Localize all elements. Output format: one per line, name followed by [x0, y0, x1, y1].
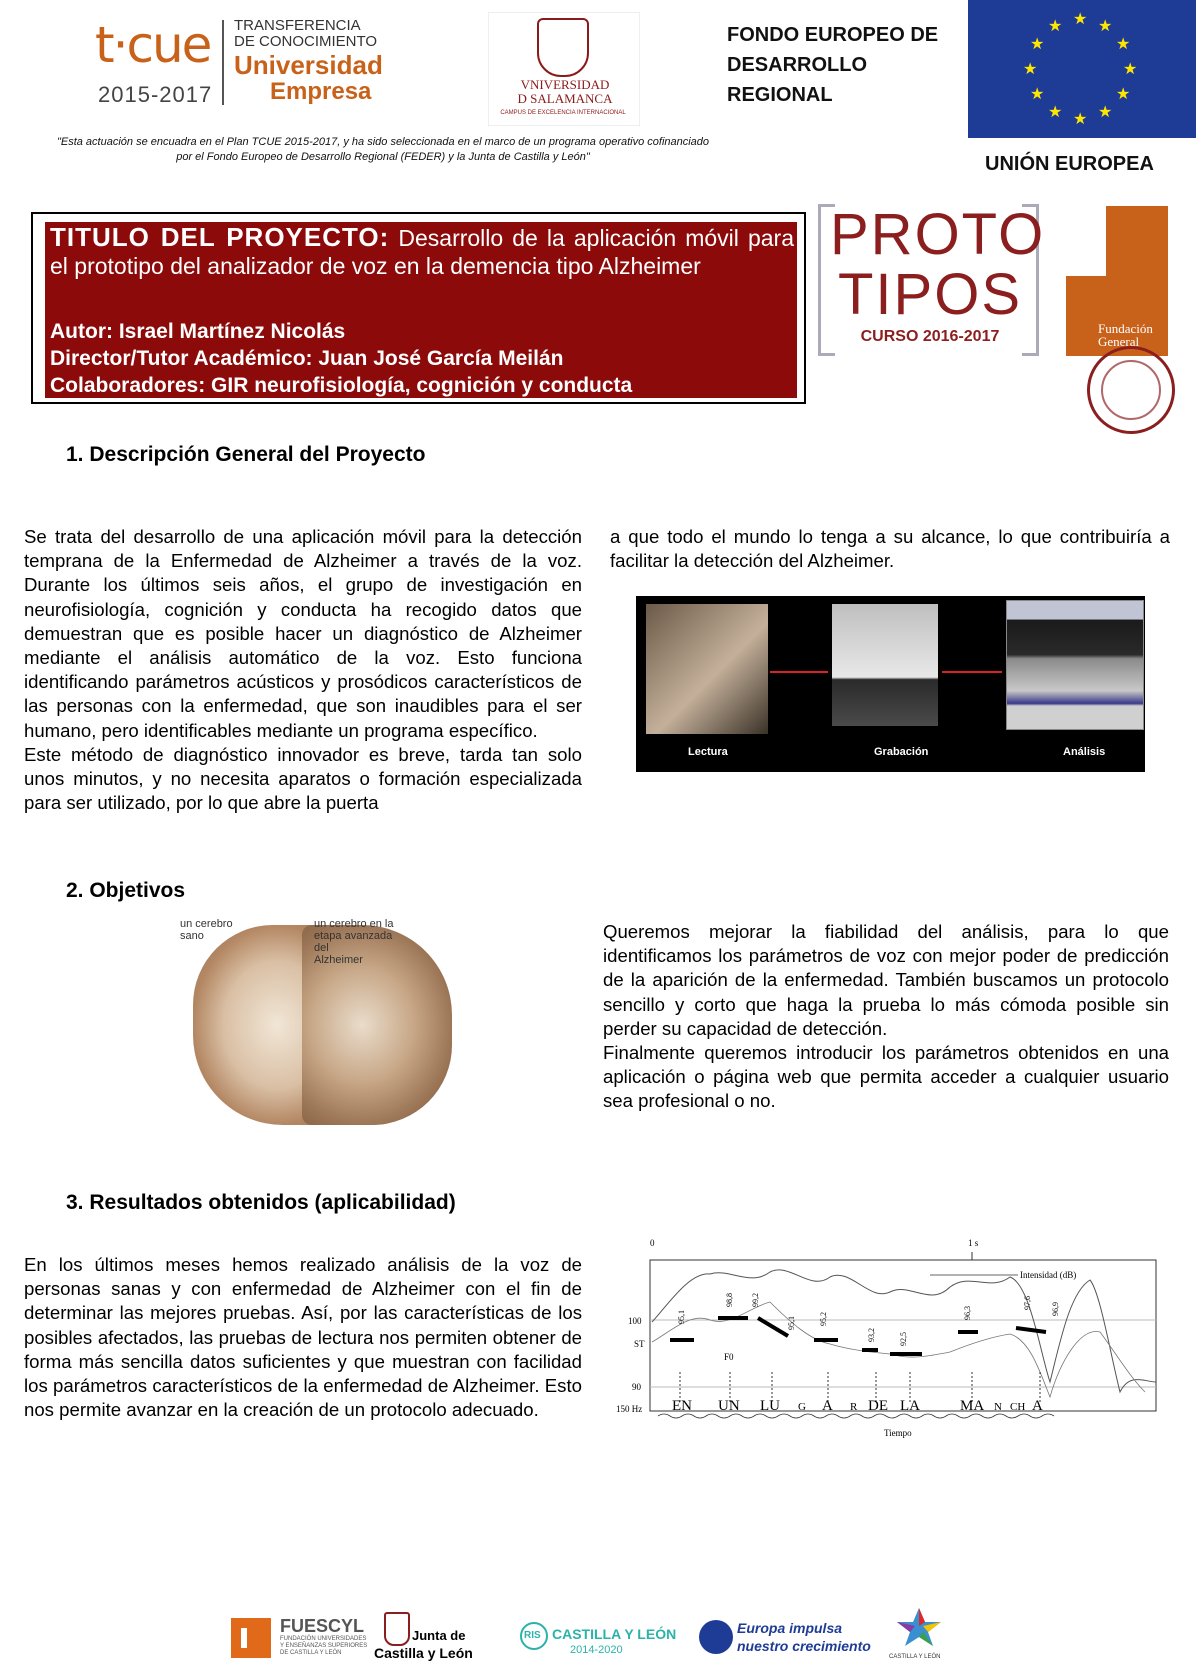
- value-label: 99,2: [751, 1293, 760, 1307]
- ris-region: CASTILLA Y LEÓN: [552, 1626, 677, 1642]
- value-label: 96,9: [1051, 1302, 1060, 1316]
- junta-line1: Junta de: [412, 1628, 466, 1643]
- usal-crest-icon: [537, 18, 589, 77]
- stylized-segments: [670, 1318, 1046, 1354]
- section1-title: 1. Descripción General del Proyecto: [66, 443, 426, 466]
- project-title-label: TITULO DEL PROYECTO:: [50, 222, 390, 252]
- value-label: 96,3: [963, 1306, 972, 1320]
- value-label: 98,8: [725, 1293, 734, 1307]
- syllable: R: [850, 1401, 858, 1413]
- syllable: LU: [760, 1398, 780, 1414]
- proto-line2: TIPOS: [837, 262, 1023, 327]
- label-grabacion: Grabación: [874, 746, 929, 758]
- syllable: G: [798, 1401, 806, 1413]
- value-label: 95,1: [787, 1316, 796, 1330]
- project-author: Autor: Israel Martínez Nicolás: [50, 320, 346, 343]
- section1-left-column: [24, 525, 582, 815]
- label-lectura: Lectura: [688, 746, 728, 758]
- section3-paragraph: En los últimos meses hemos realizado análisis de la voz de personas sanas y con enfermedad de Alzheimer con el fin de determinar las mejores pruebas. Así, por las características de los posibles afectados, las pruebas de lectura nos permiten obtener de forma más sencilla datos suficientes y que muestran con facilidad los parámetros característicos de la enfermedad de Alzheimer. Esto nos permite avanzar en la creación de un protocolo adecuado.: [24, 1254, 582, 1421]
- syllable: N: [994, 1401, 1002, 1413]
- y-100: 100: [628, 1316, 642, 1326]
- syllable: DE: [868, 1398, 888, 1414]
- f0-label: F0: [724, 1352, 734, 1362]
- value-label: 95,1: [677, 1310, 686, 1324]
- usal-name: VNIVERSIDAD D SALAMANCA: [517, 77, 613, 106]
- healthy-brain-caption: un cerebro sano: [180, 918, 233, 942]
- value-label: 93,2: [867, 1328, 876, 1342]
- proto-line1: PROTO: [830, 202, 1046, 267]
- feder-line3: REGIONAL: [727, 84, 833, 106]
- label-analisis: Análisis: [1063, 746, 1106, 758]
- value-label: 92,5: [899, 1332, 908, 1346]
- funding-quote: "Esta actuación se encuadra en el Plan TCUE 2015-2017, y ha sido seleccionada en el marco de un programa operativo cofinanciado por el Fondo Europeo de Desarrollo Regional (FEDER) y la Junta de Castilla y León": [56, 136, 710, 163]
- section3-title: 3. Resultados obtenidos (aplicabilidad): [66, 1191, 456, 1214]
- syllable: MA: [960, 1398, 985, 1414]
- value-label: 97,6: [1023, 1296, 1032, 1310]
- fundacion-general-text: Fundación General: [1098, 321, 1153, 349]
- project-collaborators: Colaboradores: GIR neurofisiología, cognición y conducta: [50, 374, 633, 397]
- project-title-text: Desarrollo de la aplicación móvil para el prototipo del analizador de voz en la demencia tipo Alzheimer: [50, 225, 794, 279]
- fuescyl-name: FUESCYL: [280, 1616, 365, 1636]
- y-150hz: 150 Hz: [616, 1404, 643, 1414]
- tcue-empresa: Empresa: [270, 78, 372, 105]
- y-90: 90: [632, 1382, 641, 1392]
- section2-paragraph2: Finalmente queremos introducir los parámetros obtenidos en una aplicación o página web que permita acceder a cualquier usuario sea profesional o no.: [603, 1042, 1169, 1112]
- intensity-label: Intensidad (dB): [1020, 1270, 1077, 1280]
- feder-line1: FONDO EUROPEO DE: [727, 24, 939, 46]
- reading-photo: [646, 604, 768, 734]
- recorder-photo: [832, 604, 938, 726]
- time-zero: 0: [650, 1238, 655, 1248]
- syllable: UN: [718, 1398, 740, 1414]
- tcue-logo: t·cue: [95, 16, 211, 74]
- value-label: 95,2: [819, 1312, 828, 1326]
- castilla-leon-star-icon: [893, 1606, 945, 1648]
- feder-line2: DESARROLLO: [727, 54, 867, 76]
- proto-curso: CURSO 2016-2017: [860, 328, 1000, 345]
- junta-crest-icon: [384, 1612, 410, 1646]
- prototipos-logo: [830, 202, 1046, 327]
- castilla-leon-text: CASTILLA Y LEÓN: [889, 1654, 941, 1660]
- project-meta: [50, 318, 632, 399]
- prosody-figure: [600, 1232, 1180, 1442]
- ris-text: RIS: [524, 1630, 541, 1641]
- waveform-line: [658, 1414, 1054, 1418]
- tcue-transfer-text: TRANSFERENCIA DE CONOCIMIENTO: [234, 17, 378, 50]
- europa-globe-icon: [699, 1620, 733, 1654]
- fuescyl-logo-icon: [231, 1618, 271, 1658]
- arrow-icon: [942, 671, 1002, 673]
- ris-years: 2014-2020: [570, 1644, 623, 1656]
- eu-flag-icon: ★ ★ ★ ★ ★ ★ ★ ★ ★ ★ ★ ★: [968, 0, 1196, 138]
- tcue-divider: [222, 20, 224, 105]
- y-st: ST: [634, 1339, 645, 1349]
- usal-seal-inner: [1101, 360, 1161, 420]
- section1-paragraph: Se trata del desarrollo de una aplicación móvil para la detección temprana de la Enfermedad de Alzheimer a través de la voz. Durante los últimos seis años, el grupo de investigación en neurofisiología, cognición y conducta ha recogido datos que demuestran que es posible hacer un diagnóstico de Alzheimer mediante el análisis automático de la voz. Esto funciona identificando parámetros acústicos y prosódicos característicos de las personas con la enfermedad, que son inaudibles para el ser humano, pero identificables mediante un programa específico.: [24, 526, 582, 741]
- feder-text: [727, 20, 938, 110]
- analysis-screen: [1006, 600, 1144, 730]
- junta-line2: Castilla y León: [374, 1645, 473, 1661]
- syllable: CH: [1010, 1401, 1026, 1413]
- project-director: Director/Tutor Académico: Juan José García Meilán: [50, 347, 564, 370]
- section2-title: 2. Objetivos: [66, 879, 186, 902]
- syllable: EN: [672, 1398, 692, 1414]
- section1-right-paragraph: a que todo el mundo lo tenga a su alcance, lo que contribuiría a facilitar la detección del Alzheimer.: [610, 526, 1170, 572]
- usal-campus: CAMPUS DE EXCELENCIA INTERNACIONAL: [500, 110, 626, 116]
- eu-label: UNIÓN EUROPEA: [985, 153, 1154, 175]
- alzheimer-brain-caption: un cerebro en la etapa avanzada del Alzheimer: [314, 918, 394, 966]
- x-axis-label: Tiempo: [884, 1428, 912, 1438]
- tcue-years: 2015-2017: [98, 82, 213, 107]
- syllable: A: [822, 1398, 833, 1414]
- arrow-icon: [770, 671, 828, 673]
- syllable: LA: [900, 1398, 920, 1414]
- fuescyl-sub: FUNDACIÓN UNIVERSIDADES Y ENSEÑANZAS SUPERIORES DE CASTILLA Y LEÓN: [280, 1636, 368, 1656]
- europa-line1: Europa impulsa: [737, 1620, 843, 1636]
- section2-paragraph1: Queremos mejorar la fiabilidad del análisis, para lo que identificamos los parámetros de voz con mejor poder de predicción de la aparición de la enfermedad. También buscamos un protocolo sencillo y corto que haga la prueba lo más cómoda posible sin perder su capacidad de detección.: [603, 921, 1169, 1039]
- syllable: A: [1032, 1398, 1043, 1414]
- tcue-universidad: Universidad: [234, 50, 383, 80]
- time-one: 1 s: [968, 1238, 979, 1248]
- europa-line2: nuestro crecimiento: [737, 1638, 871, 1654]
- intensity-curve: [652, 1270, 1156, 1392]
- project-title: [50, 223, 794, 280]
- section1-paragraph2: Este método de diagnóstico innovador es breve, tarda tan solo unos minutos, y no necesita aparatos o formación especializada para ser utilizado, por lo que abre la puerta: [24, 743, 582, 814]
- section2-text: [603, 920, 1169, 1114]
